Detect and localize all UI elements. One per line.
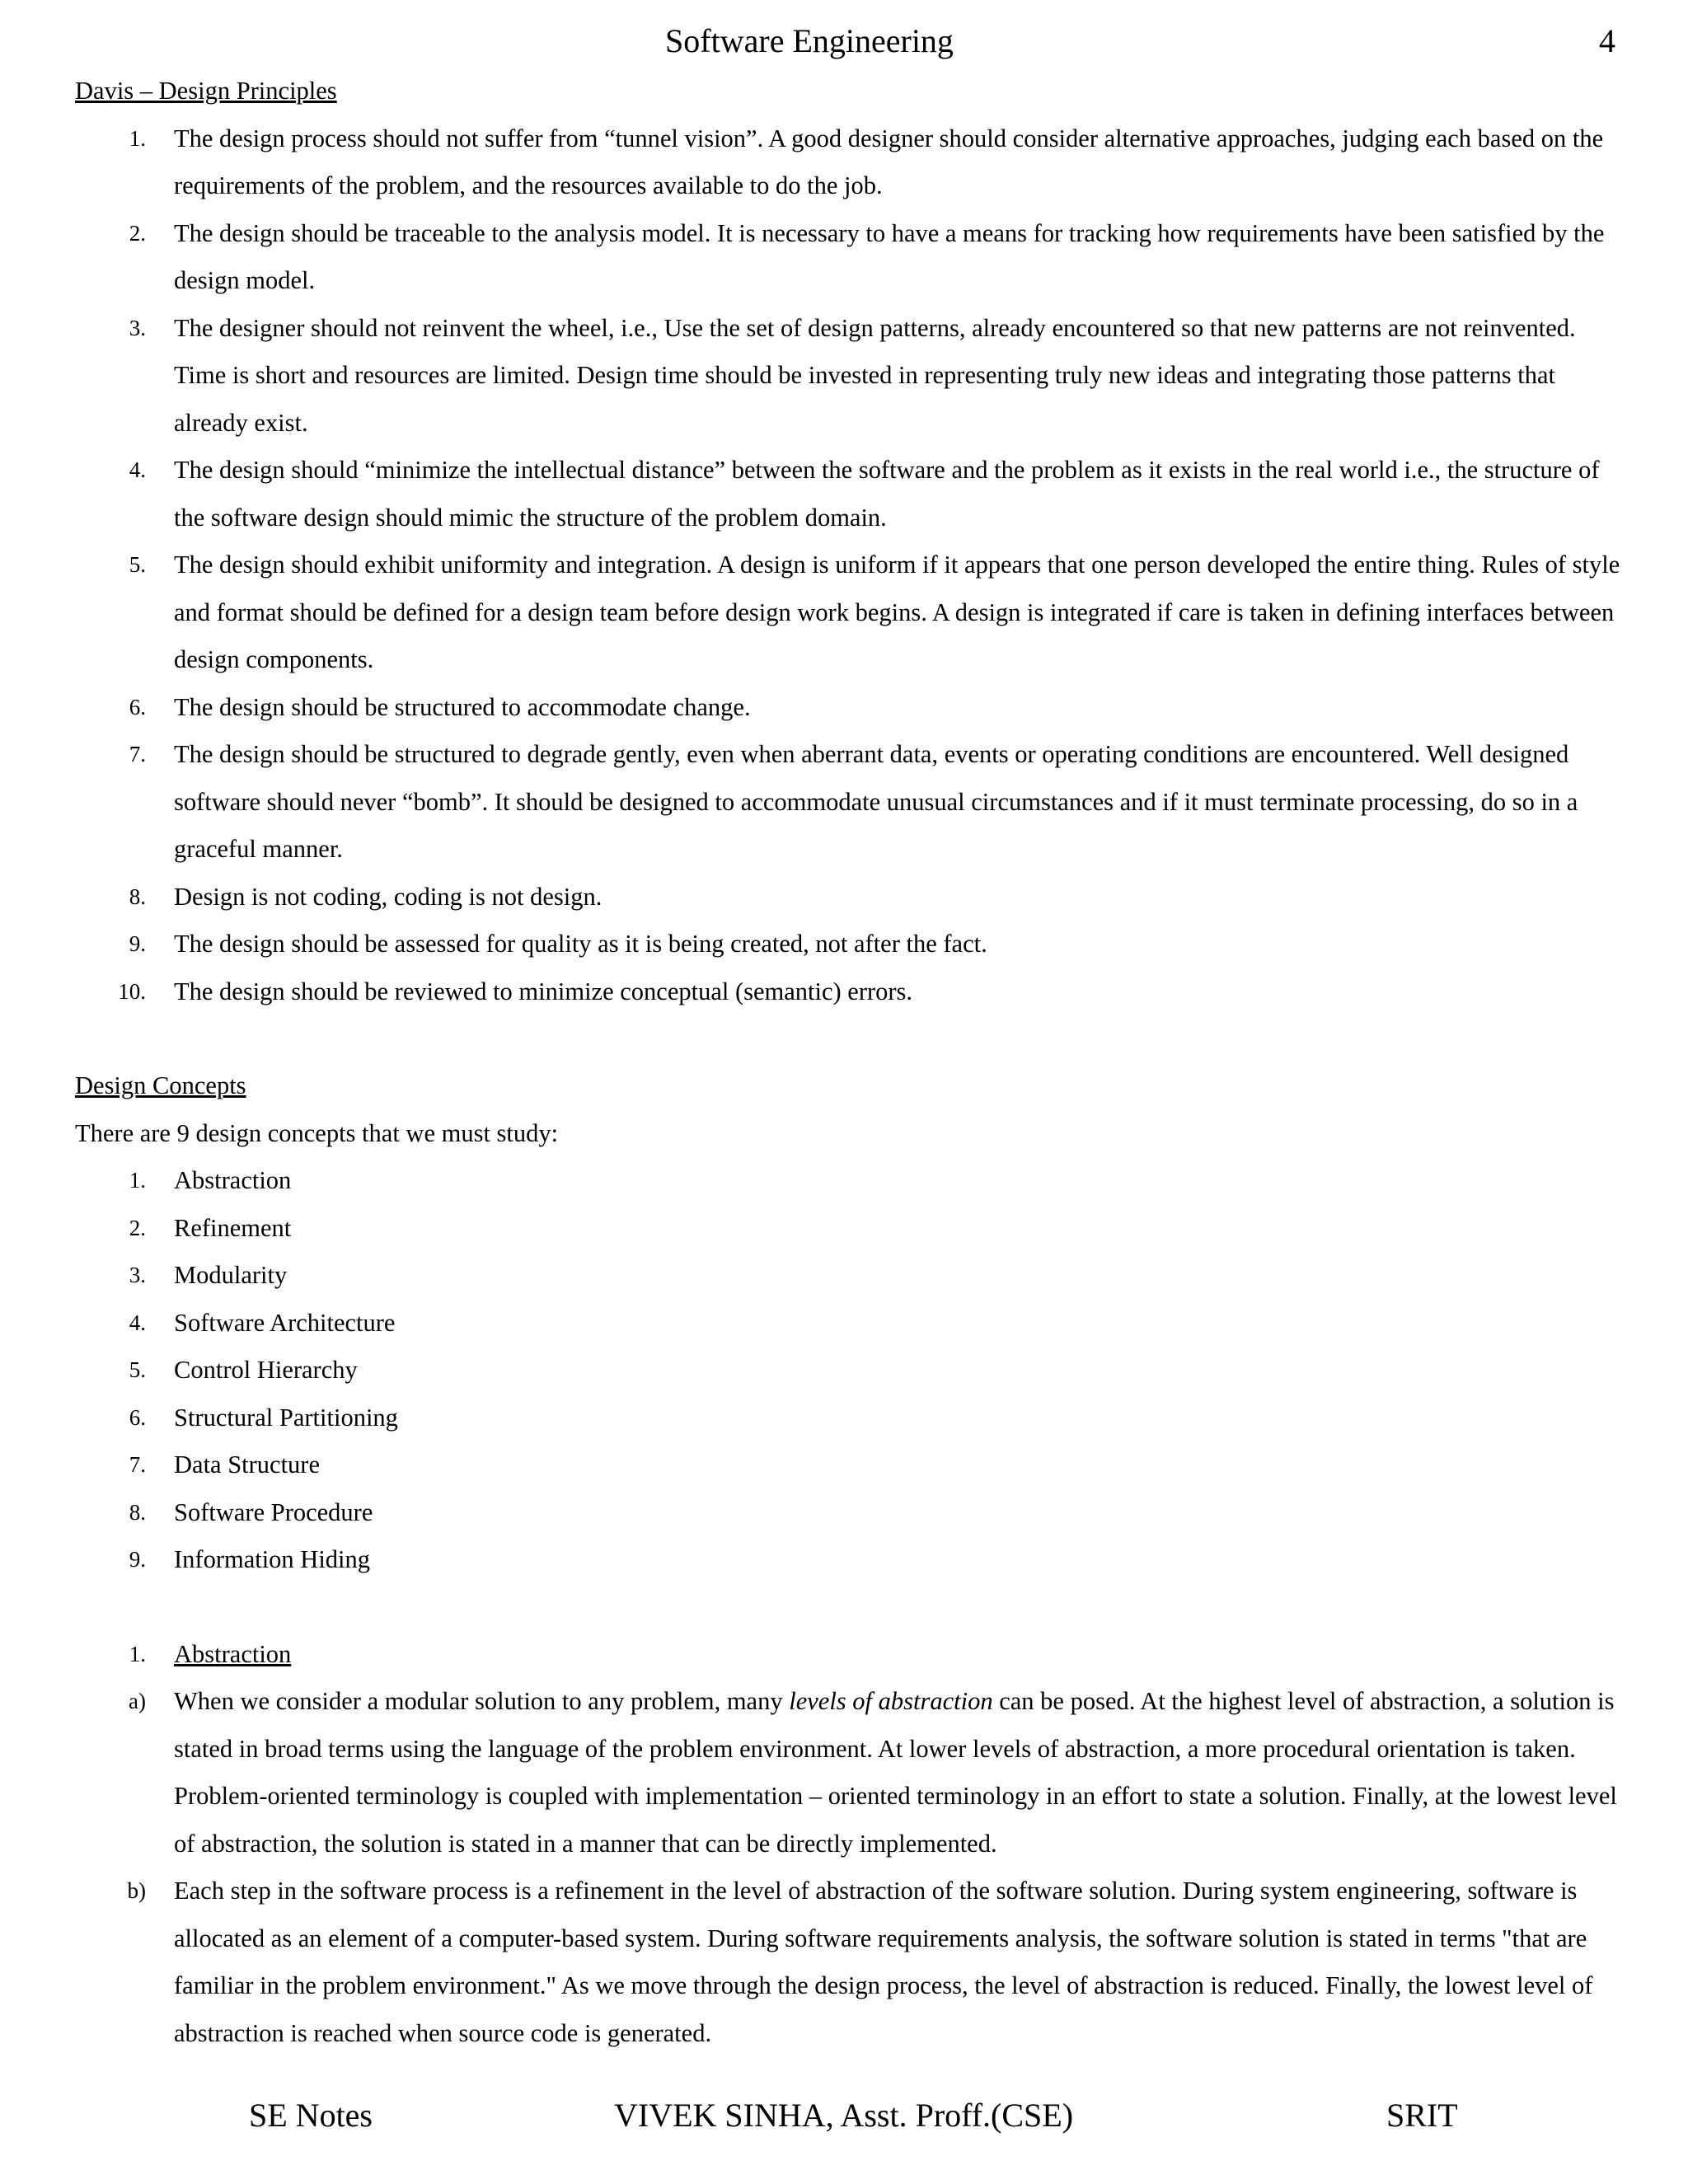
design-concepts-heading: Design Concepts: [75, 1071, 246, 1099]
davis-principles-list: [75, 115, 1625, 1016]
list-item: 4. The design should “minimize the intellectual distance” between the software and the problem as it exists in the real world i.e., the structure of the software design should mimic the structure of the problem domain.: [129, 456, 1600, 532]
list-item: 4. Software Architecture: [129, 1308, 396, 1337]
list-item: 6. The design should be structured to accommodate change.: [129, 692, 751, 721]
list-item: 3. The designer should not reinvent the wheel, i.e., Use the set of design patterns, already encountered so that new patterns are not reinvented. Time is short and resources are limited. Design time should be invested in representing truly new ideas and integrating those patterns that already exist.: [129, 313, 1576, 437]
list-item: 9. Information Hiding: [129, 1545, 371, 1573]
list-item: 7. The design should be structured to degrade gently, even when aberrant data, events or operating conditions are encountered. Well designed software should never “bomb”. It should be designed to accommodate unusual circumstances and if it must terminate processing, do so in a graceful manner.: [129, 740, 1578, 863]
page-header-title: Software Engineering: [665, 22, 954, 59]
list-item: 3. Modularity: [129, 1261, 288, 1289]
list-item: 8. Software Procedure: [129, 1497, 373, 1526]
footer-author: VIVEK SINHA, Asst. Proff.(CSE): [614, 2097, 1074, 2134]
list-item: 2. Refinement: [129, 1213, 292, 1242]
page-number: 4: [1599, 22, 1615, 59]
list-item: 7. Data Structure: [129, 1451, 320, 1479]
list-item: 5. Control Hierarchy: [129, 1356, 358, 1384]
footer-right: SRIT: [1386, 2097, 1458, 2134]
abstraction-point-b: b) Each step in the software process is a refinement in the level of abstraction of the software solution. During system engineering, software is allocated as an element of a computer-based system. During software requirements analysis, the software solution is stated in terms "that are familiar in the problem environment." As we move through the design process, the level of abstraction is reduced. Finally, the lowest level of abstraction is reached when source code is generated.: [127, 1877, 1593, 2047]
list-item: 1. The design process should not suffer from “tunnel vision”. A good designer should consider alternative approaches, judging each based on the requirements of the problem, and the resources available to do the job.: [129, 124, 1604, 199]
section-gap: [75, 1584, 1625, 1631]
document-body: [75, 68, 1625, 2057]
list-item: 2. The design should be traceable to the analysis model. It is necessary to have a means for tracking how requirements have been satisfied by the design model.: [129, 218, 1605, 294]
abstraction-heading: 1. Abstraction: [129, 1639, 292, 1668]
list-item: 5. The design should exhibit uniformity and integration. A design is uniform if it appears that one person developed the entire thing. Rules of style and format should be defined for a design team before design work begins. A design is integrated if care is taken in defining interfaces between design components.: [129, 551, 1620, 673]
abstraction-point-a: a) When we consider a modular solution to any problem, many levels of abstraction can be posed. At the highest level of abstraction, a solution is stated in broad terms using the language of the problem environment. At lower levels of abstraction, a more procedural orientation is taken. Problem-oriented terminology is coupled with implementation – oriented terminology in an effort to state a solution. Finally, at the lowest level of abstraction, the solution is stated in a manner that can be directly implemented.: [129, 1687, 1617, 1858]
list-item: 8. Design is not coding, coding is not design.: [129, 882, 603, 911]
footer-left: SE Notes: [249, 2097, 373, 2134]
list-item: 6. Structural Partitioning: [129, 1403, 398, 1432]
davis-principles-heading: Davis – Design Principles: [75, 77, 337, 105]
list-item: 1. Abstraction: [129, 1166, 292, 1194]
section-gap: [75, 1015, 1625, 1062]
list-item: 9. The design should be assessed for quality as it is being created, not after the fact.: [129, 930, 987, 958]
abstraction-section: [75, 1631, 1625, 2058]
design-concepts-intro: There are 9 design concepts that we must study:: [75, 1118, 559, 1147]
design-concepts-list: [75, 1157, 1625, 1584]
list-item: 10. The design should be reviewed to minimize conceptual (semantic) errors.: [118, 977, 913, 1005]
